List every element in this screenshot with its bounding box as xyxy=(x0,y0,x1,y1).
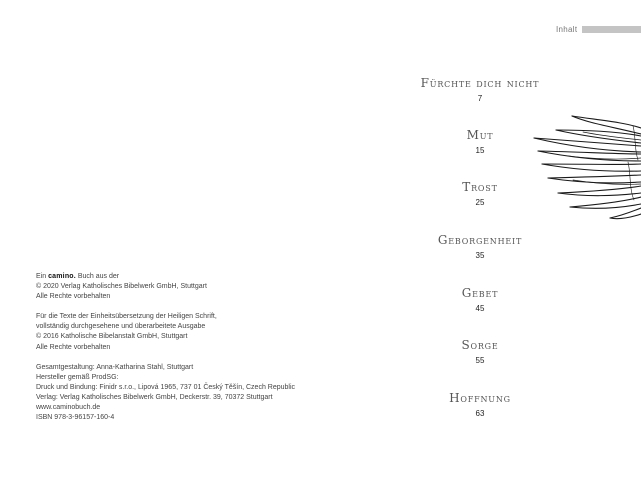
toc-entry-page: 15 xyxy=(475,146,485,155)
imprint-isbn: ISBN 978-3-96157-160-4 xyxy=(36,414,115,422)
imprint-rights: Alle Rechte vorbehalten xyxy=(36,293,111,301)
section-tab-bar xyxy=(582,26,641,33)
imprint-intro: Ein camino. Buch aus der xyxy=(36,273,120,280)
toc-entry[interactable] xyxy=(420,391,540,418)
imprint-safety: Hersteller gemäß ProdSG: xyxy=(36,373,119,381)
imprint-publisher: Verlag: Verlag Katholisches Bibelwerk GmbH, Deckerstr. 39, 70372 Stuttgart xyxy=(36,393,273,401)
toc-entry[interactable] xyxy=(420,286,540,313)
section-label: Inhalt xyxy=(556,25,578,34)
toc-entry[interactable] xyxy=(420,338,540,365)
imprint-rights-bible: Alle Rechte vorbehalten xyxy=(36,343,111,351)
toc-entry-title: Sorge xyxy=(461,338,499,352)
toc-entry[interactable] xyxy=(420,128,540,155)
toc-entry-title: Hoffnung xyxy=(449,391,511,405)
toc-entry-page: 25 xyxy=(475,198,485,207)
imprint-printing: Druck und Bindung: Finidr s.r.o., Lipová 1965, 737 01 Český Těšín, Czech Republic xyxy=(36,383,296,391)
imprint-scripture-line-2: vollständig durchgesehene und überarbeitete Ausgabe xyxy=(36,323,206,331)
toc-entry[interactable] xyxy=(420,180,540,207)
toc-entry-title: Mut xyxy=(466,128,494,142)
toc-entry-page: 55 xyxy=(475,356,485,365)
toc-entry[interactable] xyxy=(420,76,540,103)
toc-entry-title: Gebet xyxy=(461,286,499,300)
imprint-block xyxy=(36,272,316,423)
toc-entry-title: Geborgenheit xyxy=(437,233,523,247)
imprint-design: Gesamtgestaltung: Anna-Katharina Stahl, Stuttgart xyxy=(36,363,194,371)
imprint-website[interactable]: www.caminobuch.de xyxy=(36,404,101,412)
imprint-copyright-publisher: © 2020 Verlag Katholisches Bibelwerk GmbH, Stuttgart xyxy=(36,283,207,291)
toc-entry-page: 7 xyxy=(477,94,483,103)
imprint-scripture-line-1: Für die Texte der Einheitsübersetzung der Heiligen Schrift, xyxy=(36,313,217,321)
imprint-copyright-bible: © 2016 Katholische Bibelanstalt GmbH, Stuttgart xyxy=(36,333,188,341)
toc-entry-title: Trost xyxy=(462,180,498,194)
camino-logo: camino. xyxy=(48,273,76,280)
toc-entry-page: 35 xyxy=(475,251,485,260)
toc-entry-page: 63 xyxy=(475,409,485,418)
toc-entry-page: 45 xyxy=(475,304,485,313)
toc-entry[interactable] xyxy=(420,233,540,260)
toc-entry-title: Fürchte dich nicht xyxy=(420,76,540,90)
angel-wing-illustration xyxy=(528,96,641,226)
